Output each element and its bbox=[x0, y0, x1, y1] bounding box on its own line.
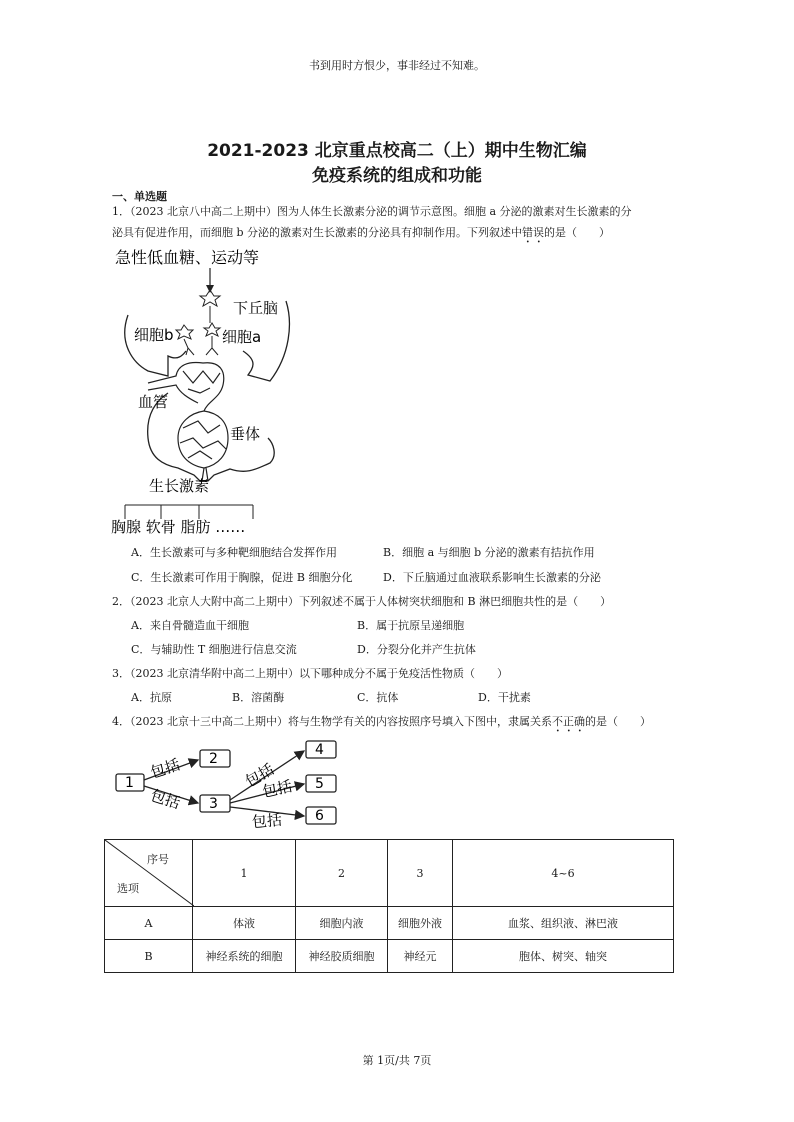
page-footer: 第 1页/共 7页 bbox=[362, 1054, 432, 1067]
diagram-label-include-3: 包括 bbox=[242, 760, 278, 791]
diagram-label-include-2: 包括 bbox=[148, 786, 183, 813]
q1-fig-vessel: 血管 bbox=[138, 393, 169, 411]
diagram-label-include-1: 包括 bbox=[148, 755, 183, 782]
q4-stem bbox=[112, 711, 712, 735]
q4-table bbox=[104, 839, 674, 973]
q2-option-b: B．属于抗原呈递细胞 bbox=[357, 619, 465, 632]
q2-option-a: A．来自骨髓造血干细胞 bbox=[131, 619, 249, 632]
q1-fig-hormone: 生长激素 bbox=[149, 477, 210, 495]
diagram-num-5: 5 bbox=[315, 776, 324, 792]
q2-option-d: D．分裂分化并产生抗体 bbox=[357, 643, 476, 656]
diagram-label-include-4: 包括 bbox=[260, 777, 294, 801]
table-cell: 体液 bbox=[193, 907, 296, 940]
diagram-label-include-5: 包括 bbox=[251, 810, 283, 832]
q4-stem-end: 的是（ ） bbox=[585, 715, 651, 728]
header-quote: 书到用时方恨少，事非经过不知难。 bbox=[309, 59, 485, 72]
table-cell: 胞体、树突、轴突 bbox=[453, 940, 674, 973]
q1-option-b: B．细胞 a 与细胞 b 分泌的激素有拮抗作用 bbox=[383, 546, 595, 559]
q4-emphasis: 不正确 bbox=[552, 715, 585, 728]
table-header-row bbox=[105, 840, 674, 907]
q1-option-d: D．下丘脑通过血液联系影响生长激素的分泌 bbox=[383, 571, 601, 584]
q3-stem: 3．（2023 北京清华附中高二上期中）以下哪种成分不属于免疫活性物质（ ） bbox=[112, 667, 508, 680]
q3-option-c: C．抗体 bbox=[357, 691, 399, 704]
q1-fig-pituitary: 垂体 bbox=[230, 425, 261, 443]
diagram-num-4: 4 bbox=[315, 742, 324, 758]
neuron-b-icon bbox=[176, 325, 194, 355]
section-heading: 一、单选题 bbox=[112, 190, 167, 203]
q1-fig-top-label: 急性低血糖、运动等 bbox=[115, 248, 260, 267]
capillary-network bbox=[148, 363, 228, 481]
q1-stem-end: 的是（ ） bbox=[544, 226, 611, 239]
corner-label-bottom: 选项 bbox=[117, 882, 139, 895]
table-cell: 神经元 bbox=[388, 940, 453, 973]
diagram-num-3: 3 bbox=[209, 796, 218, 812]
q1-fig-hypothalamus: 下丘脑 bbox=[233, 299, 279, 317]
q1-fig-targets: 胸腺 软骨 脂肪 …… bbox=[111, 518, 246, 536]
q1-stem-line1: 1．（2023 北京八中高二上期中）图为人体生长激素分泌的调节示意图。细胞 a 分泌的激素对生长激素的分 bbox=[112, 205, 632, 218]
table-row bbox=[105, 940, 674, 973]
q4-stem-text: 4．（2023 北京十三中高二上期中）将与生物学有关的内容按照序号填入下图中，隶属关系 bbox=[112, 715, 552, 728]
q1-emphasis: 错误 bbox=[522, 226, 545, 239]
table-row bbox=[105, 907, 674, 940]
q3-option-a: A．抗原 bbox=[131, 691, 172, 704]
q1-figure bbox=[108, 243, 298, 538]
table-cell: 细胞内液 bbox=[296, 907, 388, 940]
q2-option-c: C．与辅助性 T 细胞进行信息交流 bbox=[131, 643, 297, 656]
q1-option-c: C．生长激素可作用于胸腺，促进 B 细胞分化 bbox=[131, 571, 353, 584]
table-header-cell: 3 bbox=[388, 840, 453, 907]
table-row-label: B bbox=[105, 940, 193, 973]
diagram-num-2: 2 bbox=[209, 751, 218, 767]
table-cell: 神经系统的细胞 bbox=[193, 940, 296, 973]
table-header-cell: 4~6 bbox=[453, 840, 674, 907]
q3-option-b: B．溶菌酶 bbox=[232, 691, 285, 704]
corner-diagonal bbox=[105, 840, 194, 906]
q1-fig-cell-b: 细胞b bbox=[134, 326, 174, 344]
corner-label-top: 序号 bbox=[147, 853, 169, 866]
table-header-cell: 1 bbox=[193, 840, 296, 907]
diagram-num-6: 6 bbox=[315, 808, 324, 824]
table-cell: 细胞外液 bbox=[388, 907, 453, 940]
diagram-num-1: 1 bbox=[125, 775, 134, 791]
table-cell: 血浆、组织液、淋巴液 bbox=[453, 907, 674, 940]
q1-option-a: A．生长激素可与多种靶细胞结合发挥作用 bbox=[131, 546, 337, 559]
table-row-label: A bbox=[105, 907, 193, 940]
q2-stem: 2．（2023 北京人大附中高二上期中）下列叙述不属于人体树突状细胞和 B 淋巴细胞共性的是（ ） bbox=[112, 595, 612, 608]
q1-stem-text: 泌具有促进作用，而细胞 b 分泌的激素对生长激素的分泌具有抑制作用。下列叙述中 bbox=[112, 226, 523, 239]
table-corner-cell bbox=[105, 840, 193, 907]
document-title: 2021-2023 北京重点校高二（上）期中生物汇编 bbox=[207, 141, 587, 161]
document-subtitle: 免疫系统的组成和功能 bbox=[312, 166, 482, 186]
q1-fig-cell-a: 细胞a bbox=[222, 328, 262, 346]
neuron-top-icon bbox=[200, 290, 220, 323]
table-cell: 神经胶质细胞 bbox=[296, 940, 388, 973]
q4-diagram bbox=[112, 738, 352, 833]
table-header-cell: 2 bbox=[296, 840, 388, 907]
neuron-a-icon bbox=[204, 323, 220, 355]
q3-option-d: D．干扰素 bbox=[478, 691, 531, 704]
